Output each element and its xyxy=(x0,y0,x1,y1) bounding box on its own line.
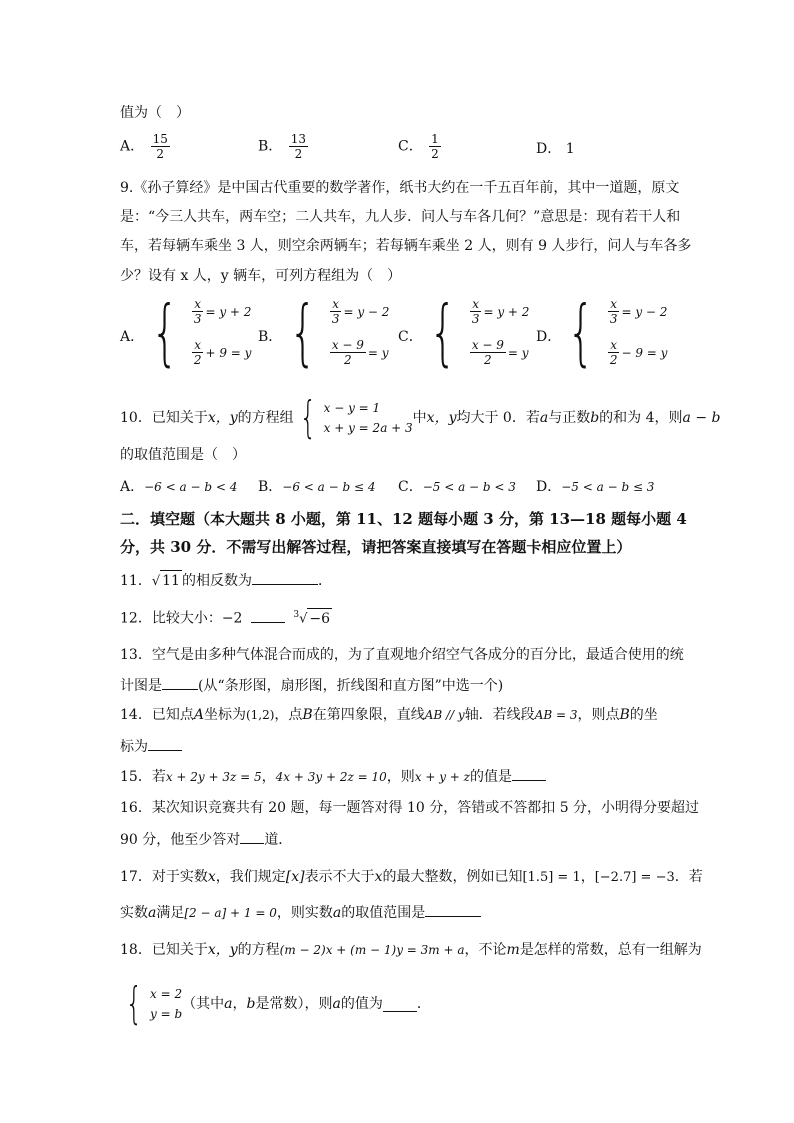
q10-line-1: 10．已知关于 x，y 的方程组 { x − y = 1 x + y = 2a + 3 中 x，y 均大于 0．若 a 与正数 b 的和为 4，则 a − b xyxy=(120,392,721,443)
section-heading-line-2: 分，共 30 分．不需写出解答过程，请把答案直接填写在答题卡相应位置上） xyxy=(120,538,632,556)
answer-blank[interactable] xyxy=(251,608,285,623)
q8-option-b[interactable] xyxy=(258,132,310,161)
q16-line-2: 90 分，他至少答对 道． xyxy=(120,829,292,850)
q14-line-2: 标为 xyxy=(120,736,182,757)
answer-blank[interactable] xyxy=(240,829,264,844)
q9-option-b-label[interactable]: B． xyxy=(258,329,283,345)
option-label: C． xyxy=(398,138,423,155)
q18-system: { x = 2 y = b xyxy=(125,978,183,1029)
q9-option-c-system xyxy=(420,290,530,374)
equation-row: $\frac{x}{3}$ = y + 2 xyxy=(471,297,530,326)
brace-icon: { xyxy=(299,392,317,443)
q9-option-c-label[interactable]: C． xyxy=(398,329,423,345)
brace-icon: { xyxy=(151,290,179,374)
section-heading-line-1: 二．填空题（本大题共 8 小题，第 11、12 题每小题 3 分，第 13—18 题每小题 4 xyxy=(120,510,687,528)
q11: 11．√ 11 的相反数为 ． xyxy=(120,570,332,592)
q16-line-1: 16．某次知识竞赛共有 20 题，每一题答对得 10 分，答错或不答都扣 5 分，小明得分要超过 xyxy=(120,800,700,816)
answer-blank[interactable] xyxy=(425,902,481,917)
q9-line-2: 是：“今三人共车，两车空；二人共车，九人步．问人与车各几何？”意思是：现有若干人和 xyxy=(120,209,681,225)
q9-option-b-system xyxy=(280,290,390,374)
q14-line-1: 14．已知点A坐标为(1,2)，点B在第四象限，直线AB // y轴．若线段AB = 3，则点B的坐 xyxy=(120,707,658,723)
q12: 12．比较大小：−2 $^3$√ −6 xyxy=(120,605,332,630)
q9-line-4: 少？设有 x 人，y 辆车，可列方程组为（ ） xyxy=(120,268,402,284)
q17-line-1: 17．对于实数x，我们规定[x]表示不大于x的最大整数，例如已知[1.5] = 1，[−2.7] = −3．若 xyxy=(120,869,703,885)
q8-option-a[interactable] xyxy=(120,132,172,161)
option-text: 1 xyxy=(565,141,575,157)
q9-option-a-label[interactable]: A． xyxy=(120,329,145,345)
equation-row: $\frac{x}{2}$ − 9 = y xyxy=(609,338,668,367)
q15: 15．若x + 2y + 3z = 5，4x + 3y + 2z = 10，则x + y + z的值是 xyxy=(120,766,546,787)
equation-row: $\frac{x}{3}$ = y − 2 xyxy=(331,297,390,326)
q10-option-a[interactable]: A．−6 < a − b < 4 xyxy=(120,479,238,495)
q10-system: { x − y = 1 x + y = 2a + 3 xyxy=(299,392,413,443)
q13-line-1: 13．空气是由多种气体混合而成的，为了直观地介绍空气各成分的百分比，最适合使用的统 xyxy=(120,647,684,663)
q18-line-2: { x = 2 y = b （其中 a ， b 是常数），则 a 的值为 ． xyxy=(120,984,431,1024)
brace-icon: { xyxy=(567,290,595,374)
equation-row: $\frac{x}{2}$ + 9 = y xyxy=(193,338,252,367)
q17-line-2: 实数a满足[2 − a] + 1 = 0，则实数a的取值范围是 xyxy=(120,902,481,923)
q9-option-d-label[interactable]: D． xyxy=(536,329,562,345)
option-label: B． xyxy=(258,138,283,155)
brace-icon: { xyxy=(289,290,317,374)
equation-row: $\frac{x - 9}{2}$ = y xyxy=(471,338,529,367)
q9-line-1: 9.《孙子算经》是中国古代重要的数学著作，纸书大约在一千五百年前，其中一道题，原文 xyxy=(120,180,680,196)
option-label: D． xyxy=(536,141,562,157)
answer-blank[interactable] xyxy=(148,736,182,751)
q8-option-c[interactable] xyxy=(398,132,443,161)
option-label: A． xyxy=(120,138,145,155)
fraction: $\frac{13}{2}$ xyxy=(290,132,307,161)
brace-icon: { xyxy=(125,978,143,1029)
answer-blank[interactable] xyxy=(512,766,546,781)
q10-line-2: 的取值范围是（ ） xyxy=(120,447,246,463)
q10-option-b[interactable]: B．−6 < a − b ≤ 4 xyxy=(258,479,376,495)
q10-option-c[interactable]: C．−5 < a − b < 3 xyxy=(398,479,516,495)
brace-icon: { xyxy=(429,290,457,374)
q9-option-d-system xyxy=(558,290,668,374)
q18-line-1: 18．已知关于x，y的方程(m − 2)x + (m − 1)y = 3m + a，不论m是怎样的常数，总有一组解为 xyxy=(120,942,702,958)
q13-line-2: 计图是 (从“条形图，扇形图，折线图和直方图”中选一个) xyxy=(120,675,503,696)
equation-row: $\frac{x - 9}{2}$ = y xyxy=(331,338,389,367)
q8-tail: 值为（ ） xyxy=(120,105,190,121)
equation-row: $\frac{x}{3}$ = y + 2 xyxy=(193,297,252,326)
q9-option-a-system xyxy=(142,290,252,374)
answer-blank[interactable] xyxy=(252,570,318,585)
answer-blank[interactable] xyxy=(162,675,198,690)
fraction: $\frac{15}{2}$ xyxy=(152,132,168,161)
q10-option-d[interactable]: D．−5 < a − b ≤ 3 xyxy=(536,479,655,495)
equation-row: $\frac{x}{3}$ = y − 2 xyxy=(609,297,668,326)
fraction: $\frac{1}{2}$ xyxy=(431,132,439,161)
q9-line-3: 车，若每辆车乘坐 3 人，则空余两辆车；若每辆车乘坐 2 人，则有 9 人步行，问人与车各多 xyxy=(120,238,692,254)
q8-option-d[interactable] xyxy=(536,139,575,159)
answer-blank[interactable] xyxy=(383,997,417,1012)
